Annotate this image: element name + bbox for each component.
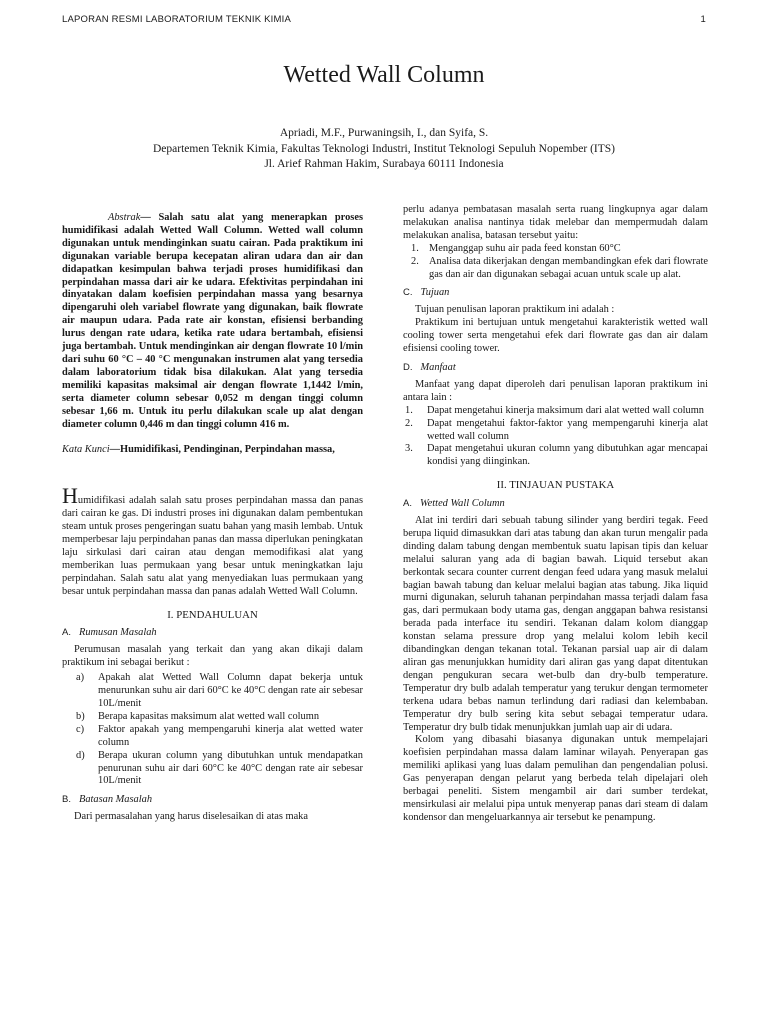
subsection-letter: A. (403, 498, 412, 510)
abstract-text: — Salah satu alat yang menerapkan proses humidifikasi adalah Wetted Wall Column. Wetted wall column digunakan untuk mendinginkan suatu cairan. Pada praktikum ini digunakan variable berupa kecepatan aliran udara dan air dan didapatkan kesimpulan bahwa terjadi proses humidifikasi dan perpindahan massa dari air ke udara. Efektivitas perpindahan ini dinyatakan dalam koefisien perpindahan massa yang besarnya dipengaruhi oleh variabel flowrate yang digunakan, baik flowrate air maupun udara. Pada rate air konstan, efisiensi berbanding lurus dengan rate udara, ketika rate udara bertambah, efisiensi juga bertambah. Untuk mendinginkan air dengan flowrate 10 l/min dari suhu 60 °C – 40 °C mengunakan instrumen alat yang tersedia dalam laboratorium tidak bisa dilakukan. Alat yang tersedia memiliki kapasitas maksimal air dengan flowrate 1,1442 l/min, serta diameter column sebesar 0,052 m dengan tinggi column sebesar 1,66 m. Untuk itu perlu dilakukan scale up alat dengan diameter column 0,446 m dan tinggi column 416 m. (62, 212, 363, 430)
list-item-text: Berapa kapasitas maksimum alat wetted wall column (98, 710, 320, 722)
list-item (62, 750, 363, 789)
subsection-heading-rumusan (62, 627, 363, 640)
list-item-text: Dapat mengetahui kinerja maksimum dari alat wetted wall column (427, 404, 704, 416)
abstract (62, 212, 363, 431)
rumusan-intro: Perumusan masalah yang terkait dan yang akan dikaji dalam praktikum ini sebagai berikut : (62, 644, 363, 669)
subsection-heading-tujuan (403, 287, 708, 300)
list-item-text: Faktor apakah yang mempengaruhi kinerja alat wetted water column (98, 723, 363, 748)
subsection-letter: C. (403, 287, 413, 299)
tujuan-text: Praktikum ini bertujuan untuk mengetahui karakteristik wetted wall cooling tower serta mengetahui efek dari flowrate gas dan air dalam efisiensi cooling tower. (403, 317, 708, 355)
list-marker: 1. (411, 242, 419, 254)
drop-cap: H (62, 483, 78, 509)
rumusan-list (62, 672, 363, 788)
tinjauan-paragraph-1: Alat ini terdiri dari sebuah tabung silinder yang berdiri tegak. Feed berupa liquid dimasukkan dari atas tabung dan akan turun mengalir pada dinding dalam tabung dengan membentuk suatu lapisan tipis dan keluar melalui saluran yang ada di bagian bawah. Liquid tersebut akan berkontak secara counter current dengan feed udara yang masuk melalui bagian bawah tabung dan keluar melalui bagian atas tabung. Jika liquid murni digunakan, seluruh tahanan perpindahan massa terjadi dalam fasa gas, dari permukaan body utama gas, dengan anggapan bahwa resistansi berada pada interface itu sendiri. Tekanan dalam kolom dianggap konstan selama pressure drop yang melalui kolom lebih kecil dibandingkan dengan tekanan total. Tekanan parsial uap air di dalam aliran gas menunjukkan humidity dari aliran gas yang dapat ditentukan dengan pengukuran secara wet-bulb dan dry-bulb temperature. Temperatur dry bulb adalah temperatur yang terukur dengan termometer terkena udara bebas namun terlindung dari radiasi dan kelembaban. Temperatur dry bulb sering kita sebut sebagai temperatur udara. Temperatur dry bulb tidak menunjukkan jumlah uap air di udara. (403, 515, 708, 733)
manfaat-intro: Manfaat yang dapat diperoleh dari penulisan laporan praktikum ini antara lain : (403, 378, 708, 403)
subsection-letter: B. (62, 794, 71, 806)
subsection-letter: A. (62, 627, 71, 639)
subsection-title: Tujuan (420, 287, 450, 299)
list-marker: 2. (411, 255, 419, 267)
list-marker: 2. (405, 417, 413, 429)
author-names: Apriadi, M.F., Purwaningsih, I., dan Syifa, S. (279, 127, 489, 139)
keywords-label: Kata Kunci (62, 444, 110, 456)
list-item-text: Apakah alat Wetted Wall Column dapat bekerja untuk menurunkan suhu air dari 60°C ke 40°C dengan rate air sebesar 10L/menit (98, 672, 363, 709)
list-item (403, 243, 708, 256)
section-heading-pendahuluan: I. PENDAHULUAN (167, 608, 258, 621)
list-item-text: Dapat mengetahui faktor-faktor yang mempengaruhi kinerja alat wetted wall column (427, 417, 708, 442)
affiliation: Departemen Teknik Kimia, Fakultas Teknologi Industri, Institut Teknologi Sepuluh Nopember (ITS) (153, 142, 615, 155)
list-item-text: Menganggap suhu air pada feed konstan 60°C (429, 242, 621, 254)
subsection-letter: D. (403, 361, 413, 373)
list-item (62, 724, 363, 750)
list-item-text: Dapat mengetahui ukuran column yang dibutuhkan agar mencapai kondisi yang diinginkan. (427, 443, 708, 468)
list-marker: a) (76, 672, 85, 684)
list-marker: b) (76, 710, 85, 722)
subsection-title: Manfaat (420, 361, 456, 373)
address: Jl. Arief Rahman Hakim, Surabaya 60111 Indonesia (264, 158, 504, 170)
list-marker: 1. (405, 404, 413, 416)
list-item (403, 405, 708, 418)
tinjauan-paragraph-2: Kolom yang dibasahi biasanya digunakan untuk mempelajari koefisien perpindahan massa dalam laminar wilayah. Penyerapan gas memiliki aplikasi yang luas dalam pemulihan dan pengendalian polusi. Gas penyerapan dengan pelarut yang berbeda telah dipelajari oleh berbagai peneliti. Sistem mengambil air dari sumber terdekat, mensirkulasi air melalui pipa untuk menyerap panas dari steam di dalam kondensor dan mengeluarkannya air tersebut ke penampung. (403, 734, 708, 823)
left-column (62, 212, 363, 824)
list-item (403, 443, 708, 469)
batasan-list (403, 243, 708, 282)
list-marker: c) (76, 723, 85, 735)
introduction-paragraph (62, 483, 363, 598)
keywords (62, 444, 363, 457)
running-title: LAPORAN RESMI LABORATORIUM TEKNIK KIMIA (62, 14, 291, 25)
batasan-intro: Dari permasalahan yang harus diselesaikan di atas maka (74, 811, 308, 823)
manfaat-list (403, 405, 708, 470)
intro-text: umidifikasi adalah salah satu proses perpindahan massa dan panas dari cairan ke gas. Di industri proses ini digunakan dalam pembentukan steam untuk proses pengeringan suatu bahan yang masih lembab. Untuk memperbesar laju perpindahan panas dan massa diperlukan peningkatan laju sirkulasi dari cairan atau dengan memodifikasi alat yang memberikan luas permukaan yang besar untuk meningkatkan laju perpindahan. Salah satu alat yang menyediakan luas permukaan yang besar untuk perpindahan massa dan panas adalah Wetted Wall Column. (62, 495, 363, 597)
right-column (403, 204, 708, 825)
list-item-text: Berapa ukuran column yang dibutuhkan untuk mendapatkan penurunan suhu air dari 60°C ke 40°C dengan rate air sebesar 10L/menit (98, 749, 363, 787)
list-item (62, 672, 363, 711)
subsection-heading-batasan (62, 794, 363, 807)
section-heading-tinjauan-pustaka: II. TINJAUAN PUSTAKA (496, 479, 615, 492)
subsection-title: Batasan Masalah (78, 794, 153, 806)
page-number: 1 (700, 14, 706, 25)
author-block (0, 126, 768, 173)
list-marker: d) (76, 749, 85, 761)
subsection-heading-wetted-wall (403, 498, 708, 511)
list-item (403, 256, 708, 282)
tujuan-intro: Tujuan penulisan laporan praktikum ini adalah : (415, 304, 615, 316)
keywords-text: —Humidifikasi, Pendinginan, Perpindahan massa, (109, 444, 335, 456)
abstract-label: Abstrak (108, 212, 141, 223)
subsection-title: Rumusan Masalah (78, 627, 157, 639)
running-header (62, 14, 706, 32)
list-item-text: Analisa data dikerjakan dengan membandingkan efek dari flowrate gas dan air dan digunakan sebagai acuan untuk scale up alat. (429, 255, 708, 280)
subsection-title: Wetted Wall Column (419, 498, 505, 510)
list-item (403, 418, 708, 444)
list-marker: 3. (405, 443, 413, 455)
batasan-continuation: perlu adanya pembatasan masalah serta ruang lingkupnya agar dalam melakukan analisa nantinya tidak melebar dan mempermudah dalam melakukan analisa, batasan tersebut yaitu: (403, 204, 708, 241)
subsection-heading-manfaat (403, 362, 708, 375)
paper-title: Wetted Wall Column (283, 62, 485, 88)
list-item (62, 711, 363, 724)
